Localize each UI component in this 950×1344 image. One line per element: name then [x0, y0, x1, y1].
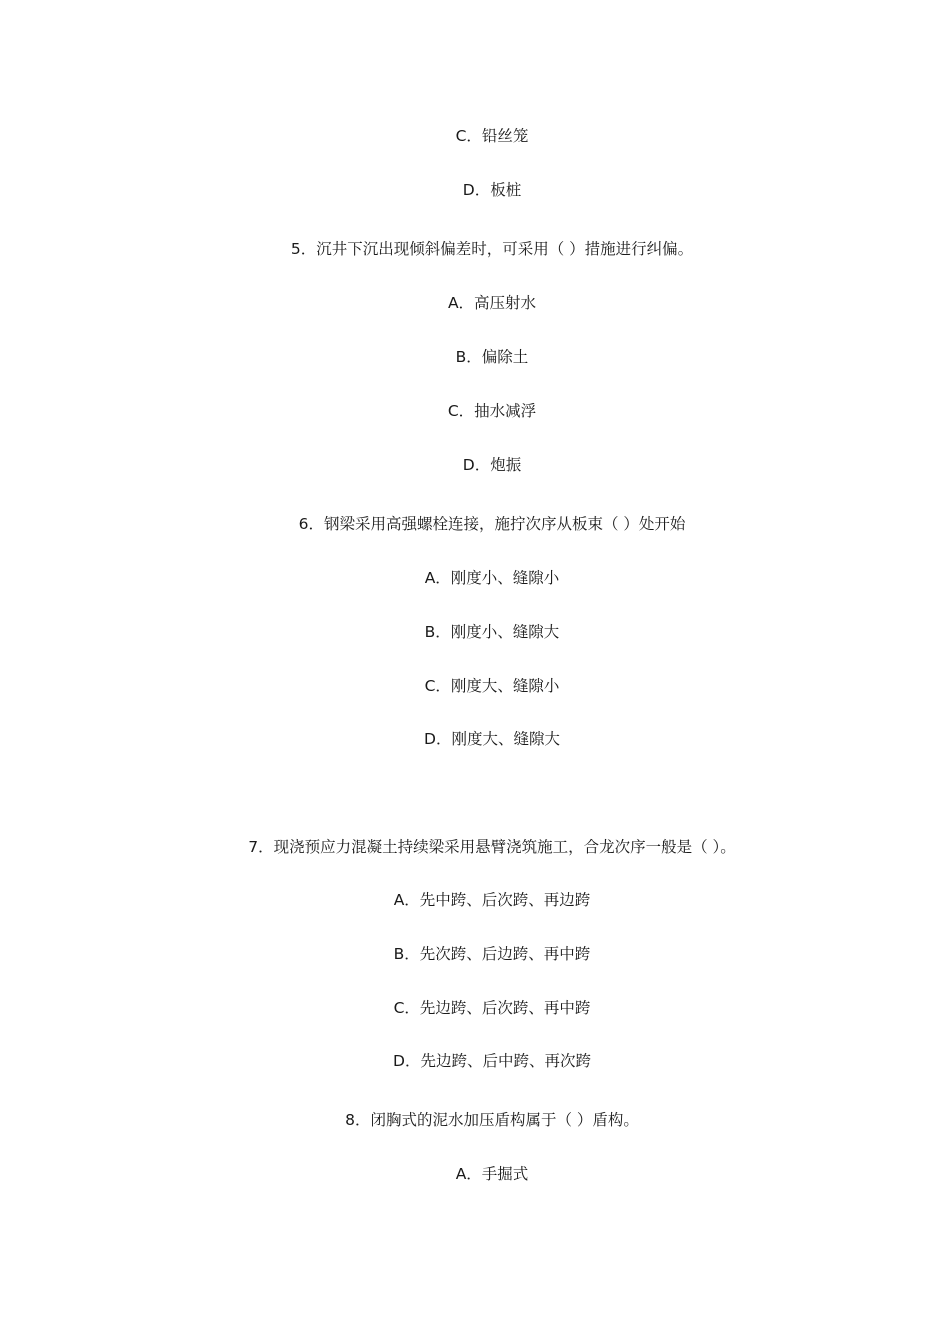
option-d-q4	[0, 180, 950, 200]
question-text: 5．沉井下沉出现倾斜偏差时，可采用（ ）措施进行纠偏。	[290, 240, 694, 258]
option-c-q4	[0, 126, 950, 146]
option-b-q5	[0, 347, 950, 367]
option-text: C．铅丝笼	[455, 127, 529, 145]
option-text: A．高压射水	[447, 294, 537, 312]
option-a-q6	[0, 568, 950, 588]
option-text: B．先次跨、后边跨、再中跨	[393, 945, 591, 963]
option-text: C．先边跨、后次跨、再中跨	[393, 999, 591, 1017]
option-a-q7	[0, 890, 950, 910]
option-c-q6	[0, 676, 950, 696]
option-text: D．炮振	[462, 456, 522, 474]
question-8	[0, 1110, 950, 1130]
option-d-q6	[0, 729, 950, 749]
option-text: D．先边跨、后中跨、再次跨	[393, 1052, 591, 1070]
question-7	[0, 837, 950, 857]
option-c-q7	[0, 998, 950, 1018]
option-text: A．手掘式	[455, 1165, 529, 1183]
option-text: B．刚度小、缝隙大	[424, 623, 560, 641]
option-a-q5	[0, 293, 950, 313]
option-text: D．刚度大、缝隙大	[424, 730, 560, 748]
option-c-q5	[0, 401, 950, 421]
option-b-q7	[0, 944, 950, 964]
option-text: D．板桩	[462, 181, 522, 199]
question-6	[0, 514, 950, 534]
option-b-q6	[0, 622, 950, 642]
question-5	[0, 239, 950, 259]
question-text: 7．现浇预应力混凝土持续梁采用悬臂浇筑施工，合龙次序一般是（ ）。	[248, 838, 736, 856]
option-d-q7	[0, 1051, 950, 1071]
question-text: 8．闭胸式的泥水加压盾构属于（ ）盾构。	[345, 1111, 639, 1129]
question-text: 6．钢梁采用高强螺栓连接，施拧次序从板束（ ）处开始	[298, 515, 686, 533]
option-text: A．刚度小、缝隙小	[424, 569, 560, 587]
option-text: C．刚度大、缝隙小	[424, 677, 560, 695]
option-text: B．偏除土	[455, 348, 529, 366]
option-a-q8	[0, 1164, 950, 1184]
option-text: C．抽水减浮	[447, 402, 537, 420]
option-d-q5	[0, 455, 950, 475]
option-text: A．先中跨、后次跨、再边跨	[393, 891, 591, 909]
